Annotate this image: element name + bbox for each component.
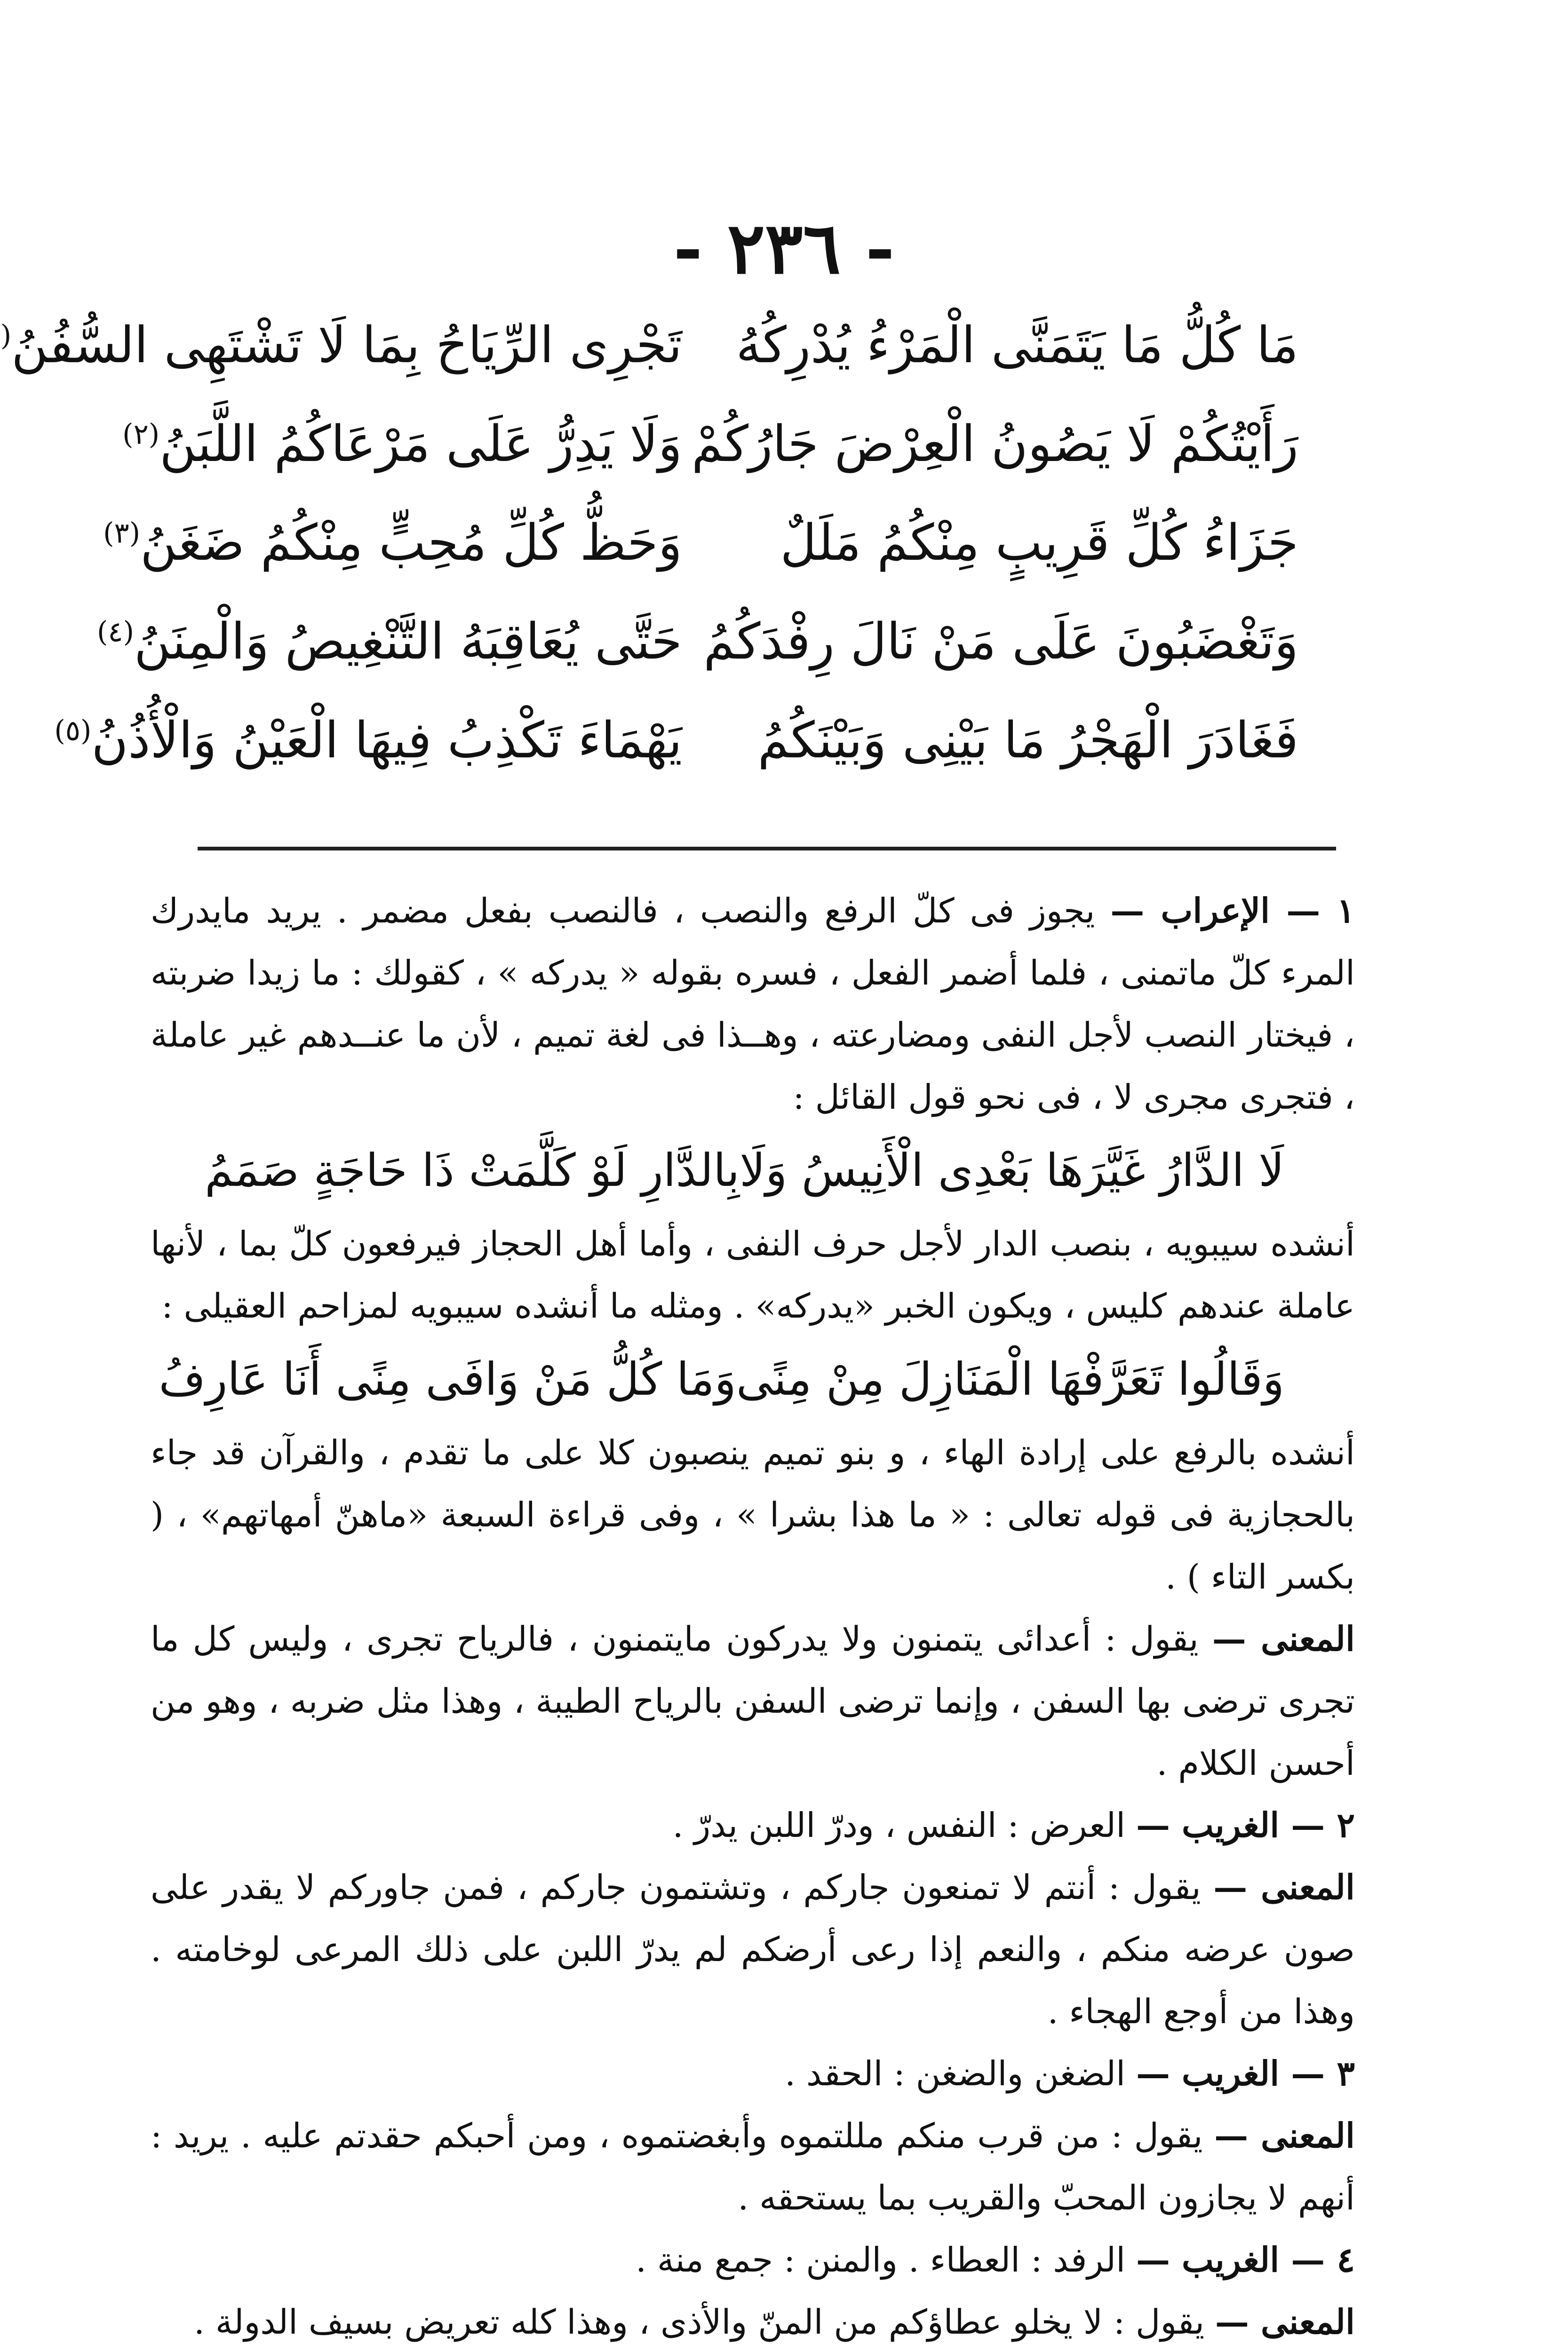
note-4-heading: ٤ — الغريب — bbox=[1136, 2240, 1355, 2280]
verse-5 bbox=[54, 706, 1298, 804]
note-2-heading: ٢ — الغريب — bbox=[1136, 1805, 1355, 1845]
note-2-meaning-heading: المعنى — bbox=[1213, 1867, 1355, 1907]
quoted-verse-1-second: بِالدَّارِ لَوْ كَلَّمَتْ ذَا حَاجَةٍ صَمَمُ bbox=[205, 1144, 740, 1197]
note-1-text: يجوز فى كلّ الرفع والنصب ، فالنصب بفعل مضمر . يريد مايدرك المرء كلّ ماتمنى ، فلما أضمر الفعل ، فسره بقوله « يدركه » ، كقولك : ما زيدا ضربته ، فيختار النصب لأجل النفى ومضارعته ، وهــذا فى لغة تميم ، لأن ما عنــدهم غير عاملة ، فتجرى مجرى لا ، فى نحو قول القائل : bbox=[151, 891, 1355, 1117]
poem bbox=[0, 310, 1298, 804]
verse-4-second-text: حَتَّى يُعَاقِبَهُ التَّنْغِيصُ وَالْمِنَنُ bbox=[134, 612, 682, 670]
quoted-verse-1 bbox=[151, 1128, 1355, 1213]
note-1-grammar bbox=[151, 880, 1355, 1128]
note-1-text-2: أنشده سيبويه ، بنصب الدار لأجل حرف النفى ، وأما أهل الحجاز فيرفعون كلّ بما ، لأنها عاملة عندهم كليس ، ويكون الخبر «يدركه» . ومثله ما أنشده سيبويه لمزاحم العقيلى : bbox=[151, 1224, 1355, 1326]
verse-4 bbox=[96, 607, 1298, 706]
verse-2-first-hemistich: رَأَيْتُكُمْ لَا يَصُونُ الْعِرْضَ جَارُكُمْ bbox=[691, 415, 1298, 473]
note-4-text: الرفد : العطاء . والمنن : جمع منة . bbox=[636, 2240, 1126, 2280]
note-1-meaning-heading: المعنى — bbox=[1212, 1619, 1355, 1659]
note-1-heading: ١ — الإعراب — bbox=[1110, 890, 1355, 930]
verse-5-first-hemistich: فَغَادَرَ الْهَجْرُ مَا بَيْنِى وَبَيْنَكُمُ bbox=[757, 711, 1298, 769]
note-4-meaning bbox=[151, 2291, 1355, 2352]
note-1-meaning-text: يقول : أعدائى يتمنون ولا يدركون مايتمنون ، فالرياح تجرى ، وليس كل ما تجرى ترضى بها السفن ، وإنما ترضى السفن بالرياح الطيبة ، وهذا مثل ضربه ، وهو من أحسن الكلام . bbox=[151, 1619, 1355, 1783]
footnote-marker: ( bbox=[0, 319, 12, 352]
verse-4-first-hemistich: وَتَغْضَبُونَ عَلَى مَنْ نَالَ رِفْدَكُمُ bbox=[703, 612, 1298, 670]
verse-5-second-hemistich bbox=[54, 706, 682, 775]
note-3-meaning-text: يقول : من قرب منكم مللتموه وأبغضتموه ، ومن أحبكم حقدتم عليه . يريد : أنهم لا يجازون المحبّ والقريب بما يستحقه . bbox=[151, 2116, 1355, 2217]
verse-5-second-text: يَهْمَاءَ تَكْذِبُ فِيهَا الْعَيْنُ وَالْأُذُنُ bbox=[91, 711, 682, 769]
verse-4-second-hemistich bbox=[96, 607, 682, 676]
quoted-verse-2 bbox=[151, 1337, 1355, 1422]
footnote-marker: (٥) bbox=[54, 714, 92, 747]
verse-3-second-text: وَحَظُّ كُلِّ مُحِبٍّ مِنْكُمُ ضَغَنُ bbox=[140, 514, 682, 572]
footnote-marker: (٢) bbox=[122, 418, 160, 451]
verse-1-second-text: تَجْرِى الرِّيَاحُ بِمَا لَا تَشْتَهِى السُّفُنُ bbox=[11, 316, 682, 374]
footnote-divider bbox=[198, 847, 1336, 850]
verse-2 bbox=[122, 409, 1298, 508]
verse-1-first-hemistich: مَا كُلُّ مَا يَتَمَنَّى الْمَرْءُ يُدْرِكُهُ bbox=[736, 316, 1298, 374]
verse-1-second-hemistich bbox=[0, 310, 682, 380]
quoted-verse-2-first: وَقَالُوا تَعَرَّفْهَا الْمَنَازِلَ مِنْ مِنًى bbox=[736, 1353, 1284, 1406]
note-2-meaning bbox=[151, 1856, 1355, 2042]
note-3-text: الضغن والضغن : الحقد . bbox=[785, 2054, 1126, 2093]
verse-3 bbox=[103, 508, 1298, 607]
quoted-verse-2-second: وَمَا كُلُّ مَنْ وَافَى مِنًى أَنَا عَارِفُ bbox=[159, 1353, 736, 1406]
note-2-vocab bbox=[151, 1794, 1355, 1856]
note-3-meaning bbox=[151, 2105, 1355, 2229]
note-3-meaning-heading: المعنى — bbox=[1214, 2115, 1355, 2155]
page-number: - ٢٣٦ - bbox=[673, 207, 895, 290]
note-4-meaning-heading: المعنى — bbox=[1215, 2302, 1355, 2342]
note-4-meaning-text: يقول : لا يخلو عطاؤكم من المنّ والأذى ، وهذا كله تعريض بسيف الدولة . bbox=[194, 2302, 1204, 2342]
note-2-meaning-text: يقول : أنتم لا تمنعون جاركم ، وتشتمون جاركم ، فمن جاوركم لا يقدر على صون عرضه منكم ، والنعم إذا رعى أرضكم لم يدرّ اللبن على ذلك المرعى لوخامته . وهذا من أوجع الهجاء . bbox=[151, 1867, 1355, 2031]
verse-3-second-hemistich bbox=[103, 508, 682, 578]
note-4-vocab bbox=[151, 2229, 1355, 2291]
note-1-text-3: أنشده بالرفع على إرادة الهاء ، و بنو تميم ينصبون كلا على ما تقدم ، والقرآن قد جاء بالحجازية فى قوله تعالى : « ما هذا بشرا » ، وفى قراءة السبعة «ماهنّ أمهاتهم» ، ( بكسر التاء ) . bbox=[151, 1433, 1355, 1597]
note-2-text: العرض : النفس ، ودرّ اللبن يدرّ . bbox=[672, 1805, 1126, 1845]
quoted-verse-1-first: لَا الدَّارُ غَيَّرَهَا بَعْدِى الْأَنِيسُ وَلَا bbox=[740, 1144, 1284, 1197]
verse-2-second-hemistich bbox=[122, 409, 682, 479]
verse-3-first-hemistich: جَزَاءُ كُلِّ قَرِيبٍ مِنْكُمُ مَلَلٌ bbox=[780, 514, 1298, 572]
note-3-vocab bbox=[151, 2042, 1355, 2105]
verse-1 bbox=[0, 310, 1298, 409]
footnote-marker: (٤) bbox=[96, 615, 135, 649]
note-1-meaning bbox=[151, 1608, 1355, 1794]
note-3-heading: ٣ — الغريب — bbox=[1136, 2053, 1355, 2093]
footnotes bbox=[151, 880, 1355, 2352]
footnote-marker: (٣) bbox=[103, 516, 141, 550]
verse-2-second-text: وَلَا يَدِرُّ عَلَى مَرْعَاكُمُ اللَّبَنُ bbox=[159, 415, 682, 473]
